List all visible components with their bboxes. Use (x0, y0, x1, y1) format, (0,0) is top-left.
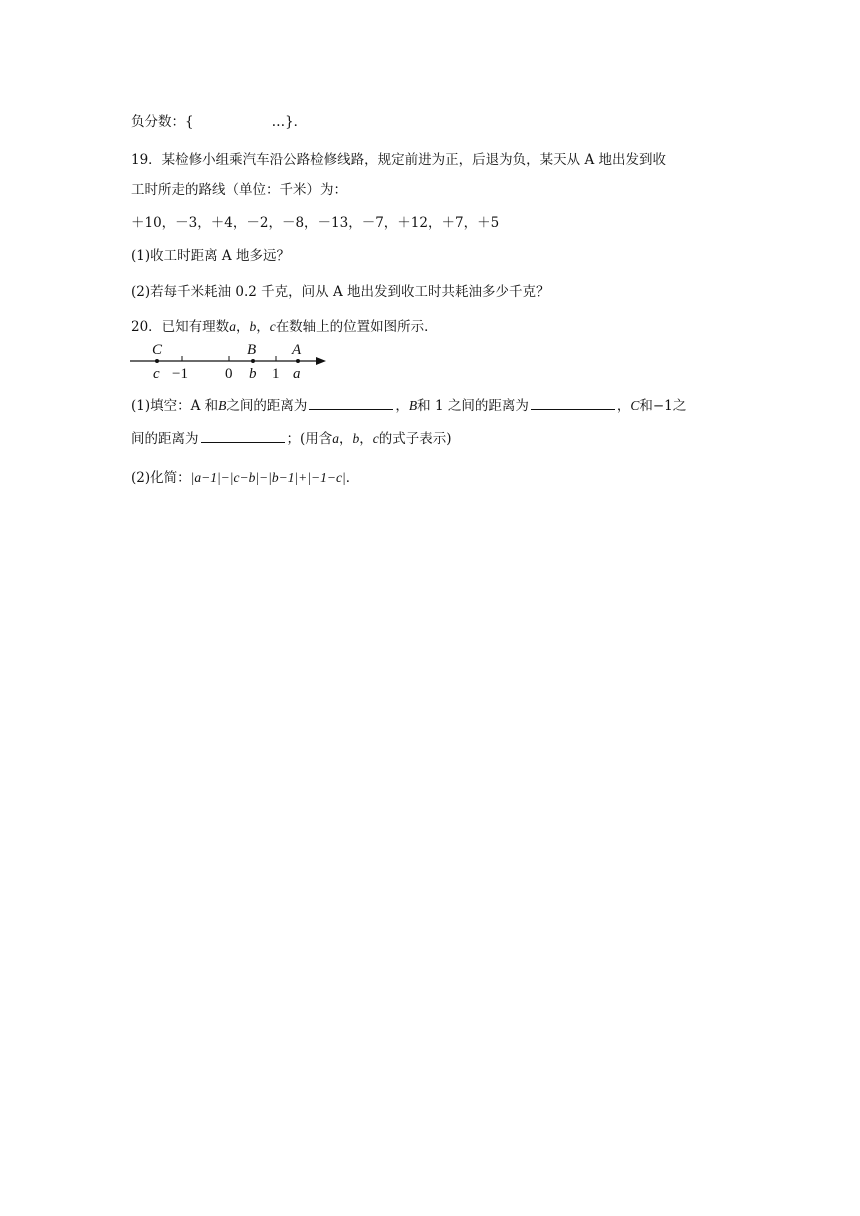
q20-simplify-line: (2)化简：|a−1|−|c−b|−|b−1|+|−1−c|． (131, 470, 360, 486)
tick-label-0: 0 (225, 366, 233, 382)
answer-blank-2[interactable] (531, 397, 615, 410)
point-a (296, 359, 300, 363)
q20-fill-line1: (1)填空：A 和B之间的距离为 ，B和 1 之间的距离为 ，C和−1之 (131, 398, 687, 414)
prev-answer-line (131, 113, 307, 131)
point-label-B: B (247, 342, 257, 358)
q19-line1: 19．某检修小组乘汽车沿公路检修线路，规定前进为正，后退为负，某天从 A 地出发到收 (131, 152, 667, 168)
point-b (251, 359, 255, 363)
var-a: a (229, 319, 236, 334)
answer-blank-3[interactable] (201, 430, 285, 443)
tick-label-neg1: −1 (172, 366, 188, 382)
negative-fraction-tail: …}． (271, 114, 308, 130)
tick-label-a: a (293, 366, 301, 382)
negative-fraction-label: 负分数：{ (131, 114, 194, 130)
point-label-C: C (152, 342, 163, 358)
simplify-label: (2)化简： (131, 470, 191, 486)
tick-label-c: c (153, 366, 160, 382)
q20-stem: 20．已知有理数a，b，c在数轴上的位置如图所示． (131, 319, 438, 335)
number-line-arrow (316, 357, 326, 365)
q19-line2: 工时所走的路线（单位：千米）为： (131, 182, 347, 198)
q19-part2: (2)若每千米耗油 0.2 千克，问从 A 地出发到收工时共耗油多少千克？ (131, 284, 550, 300)
simplify-expression: |a−1|−|c−b|−|b−1|+|−1−c| (190, 470, 346, 485)
point-c (155, 359, 159, 363)
var-c: c (269, 319, 276, 334)
q19-data: ＋10，－3，＋4，－2，－8，－13，－7，＋12，＋7，＋5 (131, 215, 500, 231)
var-b: b (249, 319, 257, 334)
answer-blank-1[interactable] (309, 397, 393, 410)
point-label-A: A (292, 342, 302, 358)
tick-label-b: b (249, 366, 257, 382)
q20-fill-line2: 间的距离为 ；(用含a，b，c的式子表示) (131, 431, 452, 447)
tick-label-1: 1 (272, 366, 280, 382)
q19-part1: (1)收工时距离 A 地多远？ (131, 248, 290, 264)
number-line-figure (128, 340, 338, 382)
